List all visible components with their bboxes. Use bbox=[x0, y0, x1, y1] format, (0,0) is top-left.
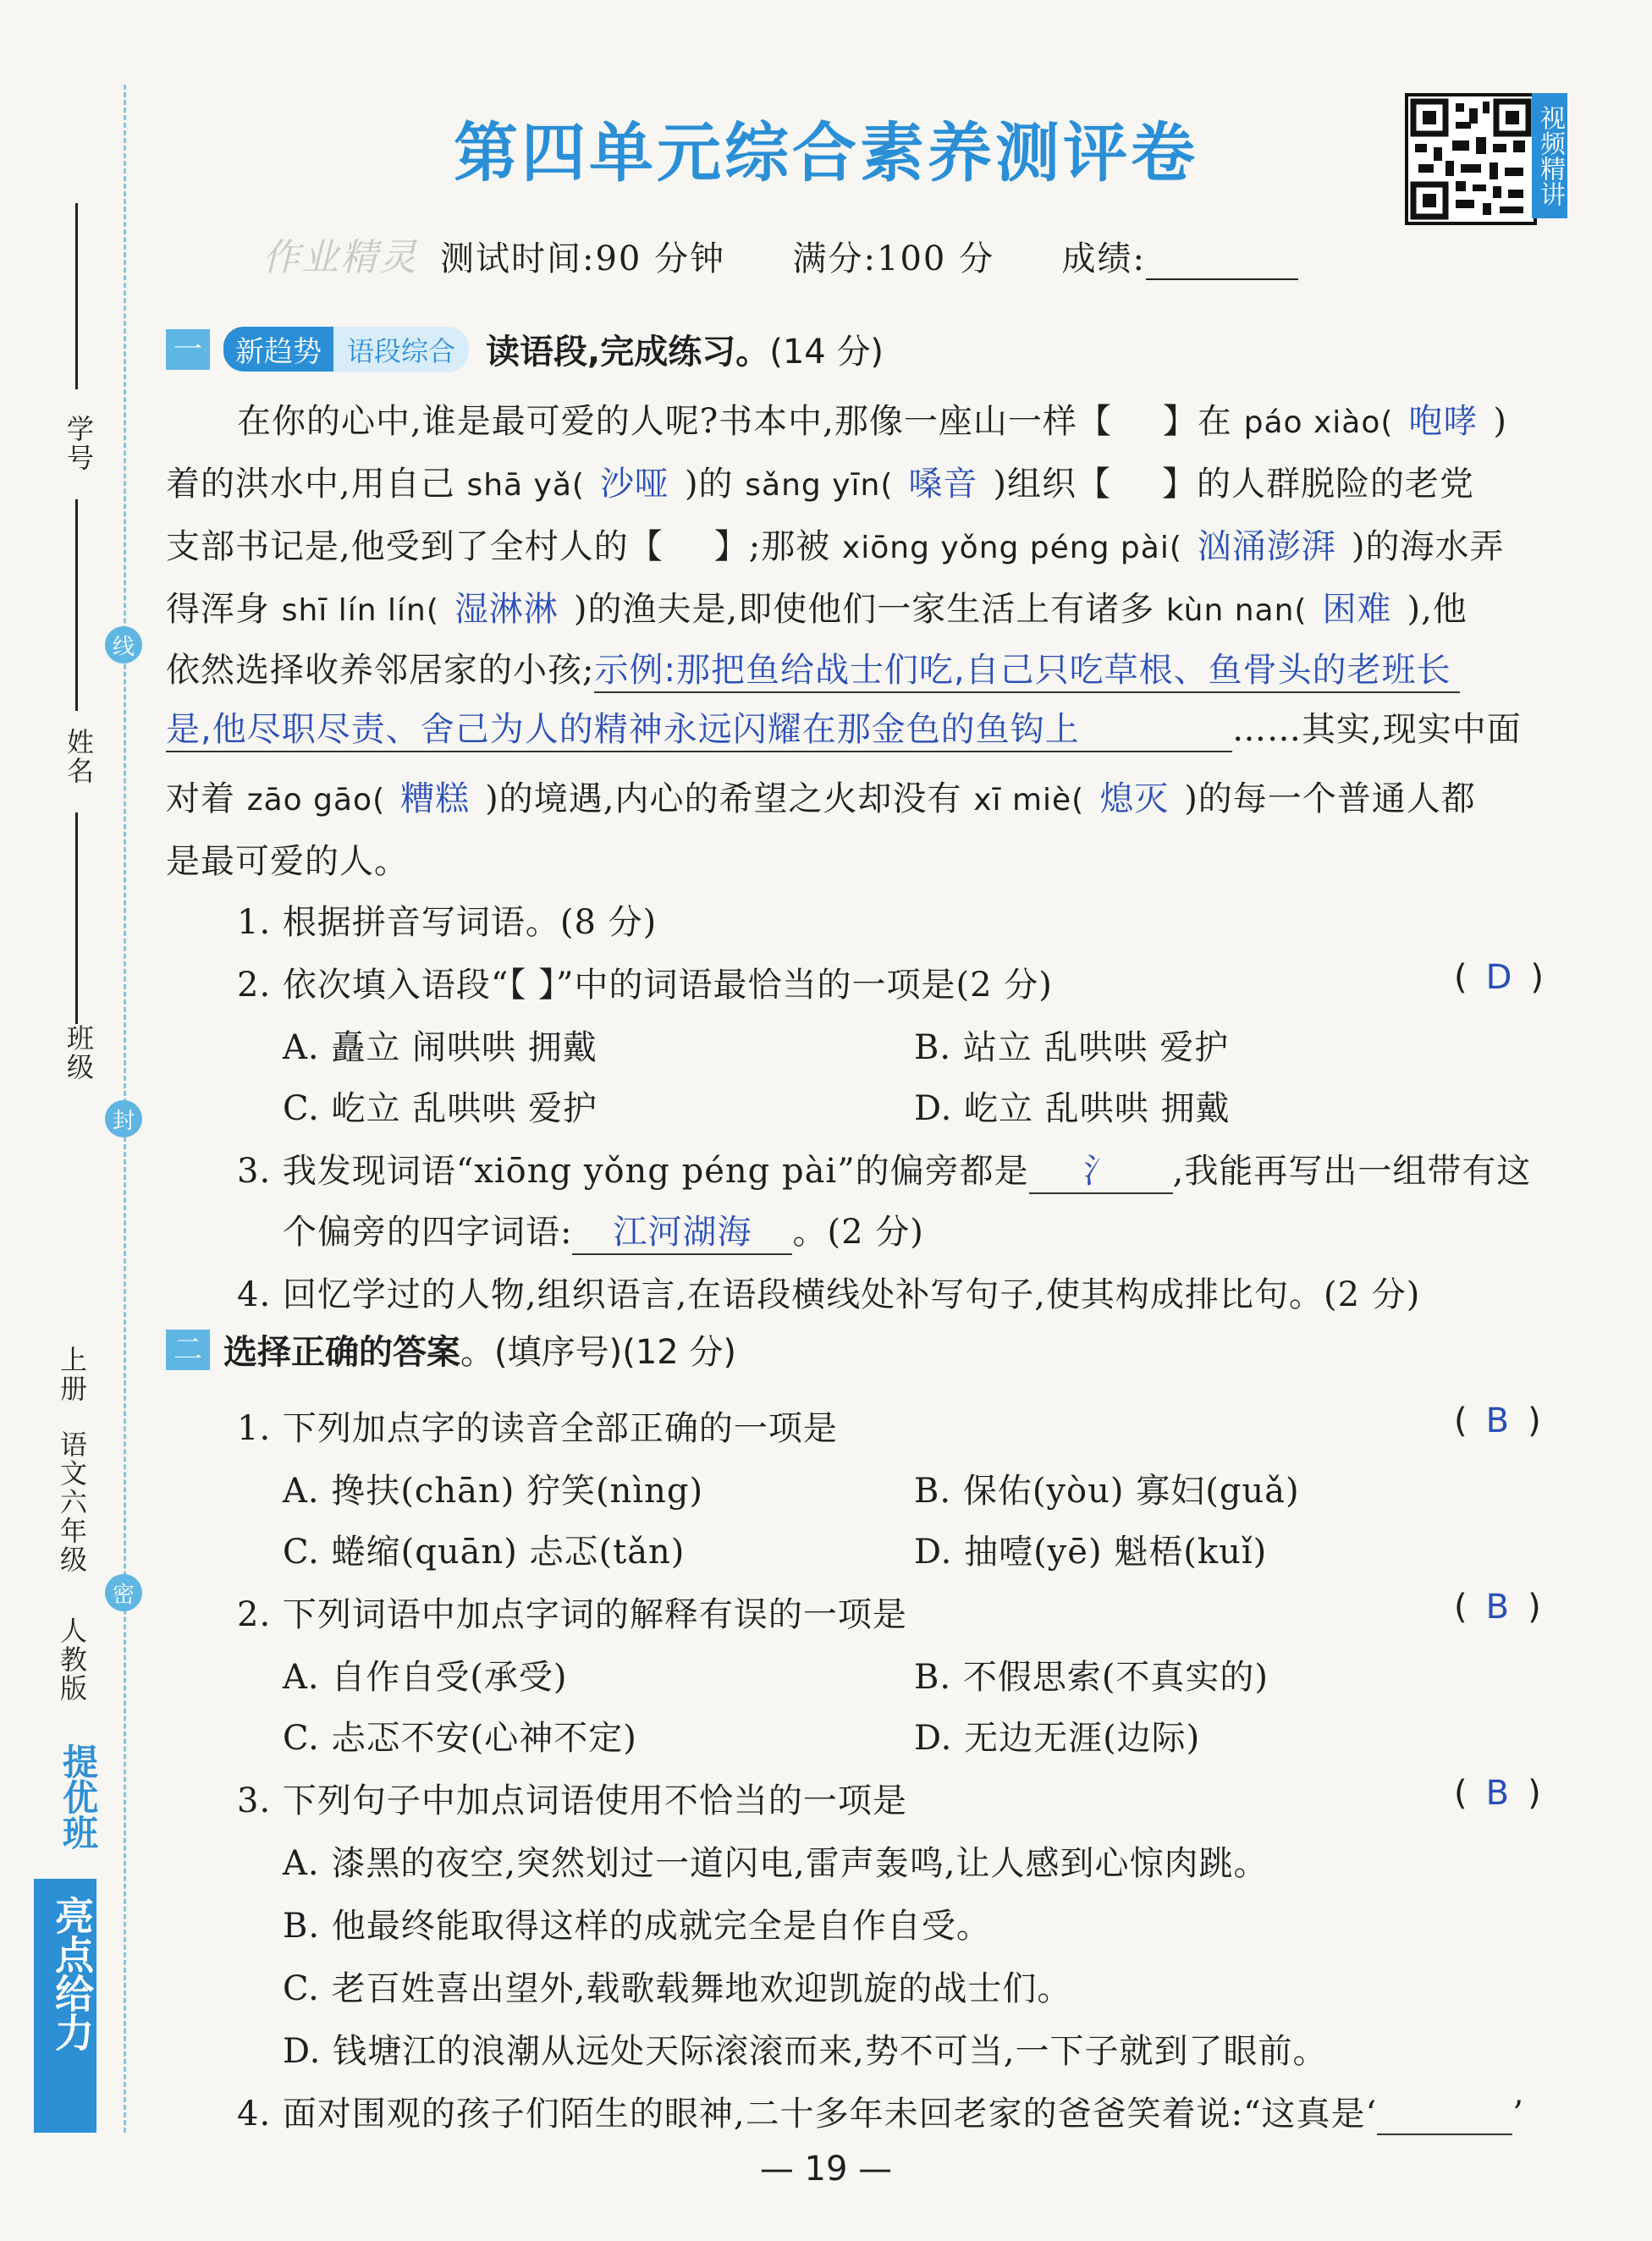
question-2-2: 2. 下列词语中加点字词的解释有误的一项是 bbox=[237, 1595, 907, 1634]
answer-sangyin[interactable]: 嗓音 bbox=[908, 465, 978, 504]
passage-line-5 bbox=[166, 643, 1460, 693]
answer-zaogao[interactable]: 糟糕 bbox=[400, 779, 471, 818]
text: 】;那被 bbox=[713, 527, 842, 566]
answer-box-2-2[interactable]: ( B ) bbox=[1454, 1588, 1541, 1627]
section-2-number: 二 bbox=[166, 1330, 210, 1370]
answer-box-1-2[interactable]: ( D ) bbox=[1454, 958, 1545, 997]
text: 支部书记是,他受到了全村人的【 bbox=[166, 527, 664, 566]
page-number: — 19 — bbox=[759, 2150, 893, 2189]
text: ,我能再写出一组带有这 bbox=[1172, 1152, 1532, 1191]
section-1-header bbox=[166, 325, 884, 373]
text: ……其实,现实中面 bbox=[1232, 710, 1522, 749]
section-2-title: 选择正确的答案 bbox=[223, 1333, 460, 1372]
text: 。(2 分) bbox=[792, 1213, 924, 1252]
text: )的 bbox=[684, 465, 746, 504]
score-field[interactable] bbox=[1146, 245, 1298, 280]
option-2-2-b: B. 不假思索(不真实的) bbox=[914, 1658, 1269, 1697]
option-1-2-b: B. 站立 乱哄哄 爱护 bbox=[914, 1028, 1230, 1067]
answer-shilinlin[interactable]: 湿淋淋 bbox=[454, 590, 559, 629]
text: 】在 bbox=[1162, 402, 1244, 441]
brand-sub: 提优班 bbox=[58, 1743, 99, 1850]
option-2-3-a: A. 漆黑的夜空,突然划过一道闪电,雷声轰鸣,让人感到心惊肉跳。 bbox=[283, 1844, 1269, 1883]
section-1-tag-trend: 新趋势 bbox=[223, 327, 333, 372]
text: )的海水弄 bbox=[1351, 527, 1505, 566]
passage-line-2 bbox=[166, 457, 1474, 505]
pinyin: zāo gāo( bbox=[246, 783, 386, 818]
passage-line-4 bbox=[166, 582, 1468, 630]
blank-2-4[interactable] bbox=[1377, 2100, 1512, 2135]
answer-shaya[interactable]: 沙哑 bbox=[599, 465, 669, 504]
answer-ximie[interactable]: 熄灭 bbox=[1099, 779, 1170, 818]
text: 着的洪水中,用自己 bbox=[166, 465, 467, 504]
text: 在你的心中,谁是最可爱的人呢?书本中,那像一座山一样【 bbox=[237, 402, 1112, 441]
text: 对着 bbox=[166, 779, 247, 818]
option-2-1-c: C. 蜷缩(quān) 忐忑(tǎn) bbox=[283, 1533, 686, 1572]
answer-box-2-1[interactable]: ( B ) bbox=[1454, 1401, 1541, 1440]
option-2-1-a: A. 搀扶(chān) 狞笑(nìng) bbox=[283, 1472, 704, 1511]
answer-sentence-part2[interactable]: 是,他尽职尽责、舍己为人的精神永远闪耀在那金色的鱼钩上 bbox=[166, 702, 1232, 752]
text: ) bbox=[1493, 402, 1508, 441]
volume-label: 上册 bbox=[56, 1346, 88, 1403]
full-score-info: 满分:100 分 bbox=[792, 240, 995, 278]
answer-four-char-word[interactable]: 江河湖海 bbox=[572, 1205, 792, 1255]
student-no-label: 学号 bbox=[63, 415, 95, 472]
text: ),他 bbox=[1407, 590, 1468, 629]
question-2-3: 3. 下列句子中加点词语使用不恰当的一项是 bbox=[237, 1781, 907, 1820]
section-2-header bbox=[166, 1325, 736, 1374]
pinyin: kùn nan( bbox=[1165, 593, 1308, 628]
section-1-score: (14 分) bbox=[769, 333, 884, 372]
text: )的渔夫是,即使他们一家生活上有诸多 bbox=[573, 590, 1166, 629]
section-1-number: 一 bbox=[166, 329, 210, 370]
time-info: 测试时间:90 分钟 bbox=[440, 240, 726, 278]
option-2-2-a: A. 自作自受(承受) bbox=[283, 1658, 568, 1697]
watermark: 作业精灵 bbox=[262, 236, 418, 279]
exam-meta bbox=[440, 232, 1298, 280]
question-1-1: 1. 根据拼音写词语。(8 分) bbox=[237, 903, 658, 942]
text: 个偏旁的四字词语: bbox=[283, 1213, 573, 1252]
option-2-2-d: D. 无边无涯(边际) bbox=[914, 1719, 1201, 1758]
question-1-3 bbox=[237, 1144, 1531, 1194]
name-line bbox=[75, 499, 78, 711]
passage-line-1 bbox=[237, 394, 1507, 443]
pinyin: xiōng yǒng péng pài( bbox=[841, 531, 1182, 565]
option-1-2-a: A. 矗立 闹哄哄 拥戴 bbox=[283, 1028, 597, 1067]
answer-2-3: B bbox=[1485, 1774, 1510, 1813]
question-1-2: 2. 依次填入语段“【 】”中的词语最恰当的一项是(2 分) bbox=[237, 966, 1053, 1005]
section-2-sub: 。(填序号)(12 分) bbox=[460, 1333, 737, 1372]
name-label: 姓名 bbox=[63, 728, 95, 785]
text: 依然选择收养邻居家的小孩; bbox=[166, 651, 595, 690]
text: )组织【 bbox=[993, 465, 1111, 504]
answer-xiongyong[interactable]: 汹涌澎湃 bbox=[1197, 527, 1336, 566]
answer-2-2: B bbox=[1485, 1588, 1510, 1627]
page-title: 第四单元综合素养测评卷 bbox=[454, 115, 1198, 190]
answer-sentence-part1[interactable]: 示例:那把鱼给战士们吃,自己只吃草根、鱼骨头的老班长 bbox=[594, 643, 1459, 693]
option-2-2-c: C. 忐忑不安(心神不定) bbox=[283, 1719, 637, 1758]
qr-label: 视频精讲 bbox=[1532, 93, 1567, 218]
option-2-3-d: D. 钱塘江的浪潮从远处天际滚滚而来,势不可当,一下子就到了眼前。 bbox=[283, 2032, 1328, 2071]
pinyin: sǎng yīn( bbox=[745, 468, 894, 503]
qr-code[interactable] bbox=[1405, 93, 1537, 225]
option-1-2-d: D. 屹立 乱哄哄 拥戴 bbox=[914, 1089, 1231, 1128]
question-2-4: 4. 面对围观的孩子们陌生的眼神,二十多年未回老家的爸爸笑着说:“这真是‘ ’ bbox=[237, 2095, 1524, 2134]
grade-label: 语文六年级 bbox=[56, 1430, 88, 1574]
score-label: 成绩: bbox=[1061, 240, 1146, 278]
student-no-line bbox=[75, 203, 78, 389]
seal-seal-mark: 封 bbox=[105, 1100, 142, 1137]
text: 得浑身 bbox=[166, 590, 282, 629]
option-2-1-d: D. 抽噎(yē) 魁梧(kuǐ) bbox=[914, 1533, 1268, 1572]
answer-paoxiao[interactable]: 咆哮 bbox=[1408, 402, 1479, 441]
option-2-3-b: B. 他最终能取得这样的成就完全是自作自受。 bbox=[283, 1907, 991, 1946]
section-1-tag-type: 语段综合 bbox=[333, 327, 469, 372]
question-1-4: 4. 回忆学过的人物,组织语言,在语段横线处补写句子,使其构成排比句。(2 分) bbox=[237, 1275, 1421, 1314]
class-label: 班级 bbox=[63, 1024, 95, 1082]
passage-line-6 bbox=[166, 702, 1522, 752]
option-1-2-c: C. 屹立 乱哄哄 爱护 bbox=[283, 1089, 598, 1128]
text: 】的人群脱险的老党 bbox=[1161, 465, 1474, 504]
answer-2-1: B bbox=[1485, 1401, 1510, 1440]
question-2-1: 1. 下列加点字的读音全部正确的一项是 bbox=[237, 1409, 838, 1448]
option-2-1-b: B. 保佑(yòu) 寡妇(guǎ) bbox=[914, 1472, 1300, 1511]
edition-label: 人教版 bbox=[56, 1616, 88, 1703]
answer-kunnan[interactable]: 困难 bbox=[1322, 590, 1392, 629]
answer-radical[interactable]: 氵 bbox=[1029, 1144, 1173, 1194]
pinyin: shī lín lín( bbox=[281, 593, 439, 628]
answer-box-2-3[interactable]: ( B ) bbox=[1454, 1774, 1541, 1813]
text: 4. 面对围观的孩子们陌生的眼神,二十多年未回老家的爸爸笑着说:“这真是‘ bbox=[237, 2095, 1378, 2134]
text: )的境遇,内心的希望之火却没有 bbox=[485, 779, 974, 818]
answer-1-2: D bbox=[1485, 958, 1512, 997]
passage-line-3 bbox=[166, 520, 1505, 568]
class-line bbox=[75, 812, 78, 1024]
text: )的每一个普通人都 bbox=[1184, 779, 1476, 818]
passage-line-7 bbox=[166, 772, 1476, 820]
seal-secret-mark: 密 bbox=[105, 1574, 142, 1611]
brand-banner bbox=[34, 1879, 96, 2133]
pinyin: shā yǎ( bbox=[466, 468, 585, 503]
question-1-3-cont bbox=[283, 1205, 924, 1255]
text: 3. 我发现词语“xiōng yǒng péng pài”的偏旁都是 bbox=[237, 1152, 1029, 1191]
passage-line-8: 是最可爱的人。 bbox=[166, 842, 409, 881]
pinyin: páo xiào( bbox=[1243, 405, 1394, 440]
qr-code-icon bbox=[1408, 96, 1534, 222]
brand-main: 亮点给力 bbox=[49, 1896, 95, 2051]
option-2-3-c: C. 老百姓喜出望外,载歌载舞地欢迎凯旋的战士们。 bbox=[283, 1969, 1072, 2008]
section-1-title: 读语段,完成练习。 bbox=[486, 333, 770, 372]
pinyin: xī miè( bbox=[973, 783, 1085, 818]
seal-line-mark: 线 bbox=[105, 626, 142, 663]
